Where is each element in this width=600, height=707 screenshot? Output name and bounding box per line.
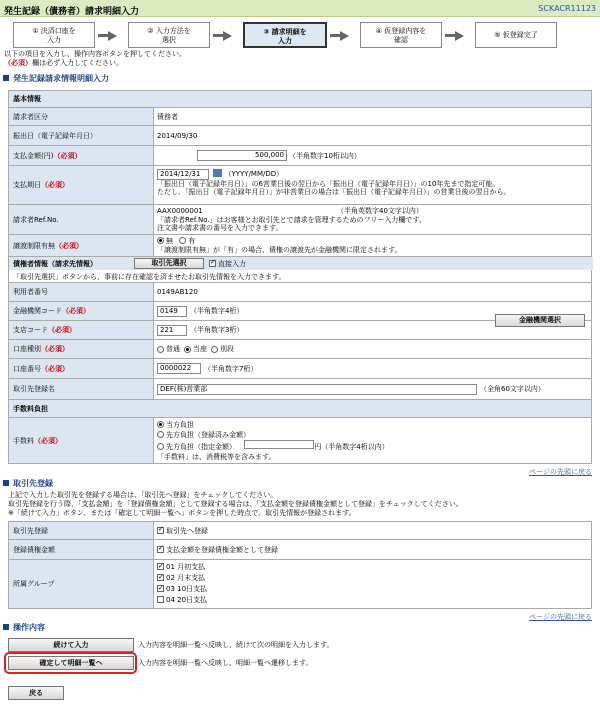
row-partner-register: 取引先登録 ✓ 取引先へ登録 <box>8 521 592 540</box>
step-arrow-head <box>108 31 117 41</box>
step-5: ⑤ 仮登録完了 <box>475 22 557 48</box>
step-arrow <box>330 34 340 37</box>
page-title: 発生記録（債務者）請求明細入力 <box>4 7 140 17</box>
calendar-icon[interactable] <box>213 169 222 177</box>
ref-no-input[interactable]: AAX0000001 <box>157 207 203 215</box>
fee-other-registered-radio[interactable] <box>157 431 164 438</box>
step-arrow <box>445 34 455 37</box>
row-due-date: 支払期日 （必須） 2014/12/31 （YYYY/MM/DD） 「振出日（電子記録年月日）」の6営業日後の翌日から「振出日（電子記録年月日）」の10年先まで指定可能。 ただし、「振出日（電子記録年月日）」が非営業日の場合は「振出日（電子記録年月日）」の営業日後の翌日から。 <box>8 166 592 205</box>
row-group: 所属グループ ✓01 月初支払 ✓02 月末支払 ✓03 10日支払 04 20日支払 <box>8 560 592 609</box>
fee-other-specified-radio[interactable] <box>157 443 164 450</box>
account-type-ordinary-radio[interactable] <box>157 346 164 353</box>
register-amount-checkbox[interactable] <box>157 546 164 553</box>
bank-code-input[interactable]: 0149 <box>157 306 187 317</box>
title-bar <box>0 0 600 17</box>
row-branch-code: 支店コード （必須） 221 （半角数字3桁） <box>8 321 592 340</box>
row-issue-date: 振出日（電子記録年月日） 2014/09/30 <box>8 126 592 146</box>
confirm-to-list-button[interactable]: 確定して明細一覧へ <box>8 656 134 670</box>
page-top-link-2[interactable]: ページの先頭に戻る <box>529 613 592 621</box>
continue-desc: 入力内容を明細一覧へ反映し、続けて次の明細を入力します。 <box>138 641 334 649</box>
step-arrow <box>98 34 108 37</box>
screen-id: SCKACR11123 <box>538 4 596 13</box>
account-type-separate-radio[interactable] <box>211 346 218 353</box>
account-type-current-radio[interactable] <box>184 346 191 353</box>
partner-note: 上記で入力した取引先を登録する場合は、「取引先へ登録」をチェックしてください。 取引先登録を行う際、「支払金額」を「登録債権金額」として登録する場合は、「支払金額を登録債権金額として登録」をチェックしてください。 ※「続けて入力」ボタン、または「確定して明細一覧へ」ボタンを押した時点で、取引先情報が登録されます。 <box>8 491 463 517</box>
partner-select-button[interactable]: 取引先選択 <box>134 258 204 269</box>
row-requester-type: 請求者区分 債務者 <box>8 108 592 126</box>
partner-name-input[interactable]: DEF(株)営業部 <box>157 384 477 395</box>
group-02-checkbox[interactable] <box>157 574 164 581</box>
due-date-input[interactable]: 2014/12/31 <box>157 169 209 180</box>
section-title-partner: 取引先登録 <box>3 478 53 489</box>
step-arrow-head <box>455 31 464 41</box>
step-4: ④ 仮登録内容を 確認 <box>360 22 442 48</box>
transfer-limit-no-radio[interactable] <box>157 237 164 244</box>
bank-select-button[interactable]: 金融機関選択 <box>495 314 585 327</box>
group-01-checkbox[interactable] <box>157 563 164 570</box>
row-ref-no: 請求者Ref.No. AAX0000001 （半角英数字40文字以内） 「請求者Ref.No.」はお客様とお取引先とで請求を管理するためのフリー入力欄です。 注文書や請求書の番号を入力できます。 <box>8 205 592 235</box>
branch-code-input[interactable]: 221 <box>157 325 187 336</box>
page-top-link-1[interactable]: ページの先頭に戻る <box>529 468 592 476</box>
step-arrow-head <box>223 31 232 41</box>
fee-self-radio[interactable] <box>157 421 164 428</box>
fee-amount-input[interactable] <box>244 440 314 449</box>
step-arrow <box>213 34 223 37</box>
group-04-checkbox[interactable] <box>157 596 164 603</box>
row-transfer-limit: 譲渡制限有無 （必須） 無 有 「譲渡制限有無」が「有」の場合、債権の譲渡先が金融機関に限定されます。 <box>8 235 592 257</box>
row-account-type: 口座種別 （必須） 普通 当座 別段 <box>8 340 592 359</box>
back-button[interactable]: 戻る <box>8 686 64 700</box>
group-03-checkbox[interactable] <box>157 585 164 592</box>
account-no-input[interactable]: 0000022 <box>157 363 201 374</box>
step-arrow-head <box>340 31 349 41</box>
row-account-no: 口座番号 （必須） 0000022 （半角数字7桁） <box>8 359 592 379</box>
row-creditor-info: 債権者情報（請求先情報） 取引先選択 ✓ 直接入力 「取引先選択」ボタンから、事前に存在確認を済ませたお取引先情報を入力できます。 <box>8 257 592 283</box>
step-3-current: ③ 請求明細を 入力 <box>243 22 327 48</box>
direct-input-checkbox[interactable] <box>209 260 216 267</box>
row-user-no: 利用者番号 0149AB120 <box>8 283 592 302</box>
amount-input[interactable]: 500,000 <box>197 150 287 161</box>
basic-info-header: 基本情報 <box>8 90 592 108</box>
section-title-main: 発生記録請求情報明細入力 <box>3 73 109 84</box>
confirm-desc: 入力内容を明細一覧へ反映し、明細一覧へ遷移します。 <box>138 659 313 667</box>
intro-text: 以下の項目を入力し、操作内容ボタンを押してください。 （必須）欄は必ず入力してください。 <box>4 50 186 67</box>
partner-register-checkbox[interactable] <box>157 527 164 534</box>
row-bank-code: 金融機関コード （必須） 0149 （半角数字4桁） <box>8 302 592 321</box>
row-partner-name: 取引先登録名 DEF(株)営業部 （全角60文字以内） <box>8 379 592 400</box>
row-fee: 手数料 （必須） 当方負担 先方負担（登録済み金額） 先方負担（指定金額） 円（半角数字4桁以内） 「手数料」は、消費税等を含みます。 <box>8 418 592 464</box>
transfer-limit-yes-radio[interactable] <box>179 237 186 244</box>
step-2: ② 入力方法を 選択 <box>128 22 210 48</box>
row-amount: 支払金額(円) （必須） 500,000 （半角数字10桁以内） <box>8 146 592 166</box>
step-1: ① 決済口座を 入力 <box>13 22 95 48</box>
row-registered-amount: 登録債権金額 ✓ 支払金額を登録債権金額として登録 <box>8 540 592 560</box>
section-title-ops: 操作内容 <box>3 622 45 633</box>
fee-header: 手数料負担 <box>8 400 592 418</box>
continue-input-button[interactable]: 続けて入力 <box>8 638 134 652</box>
